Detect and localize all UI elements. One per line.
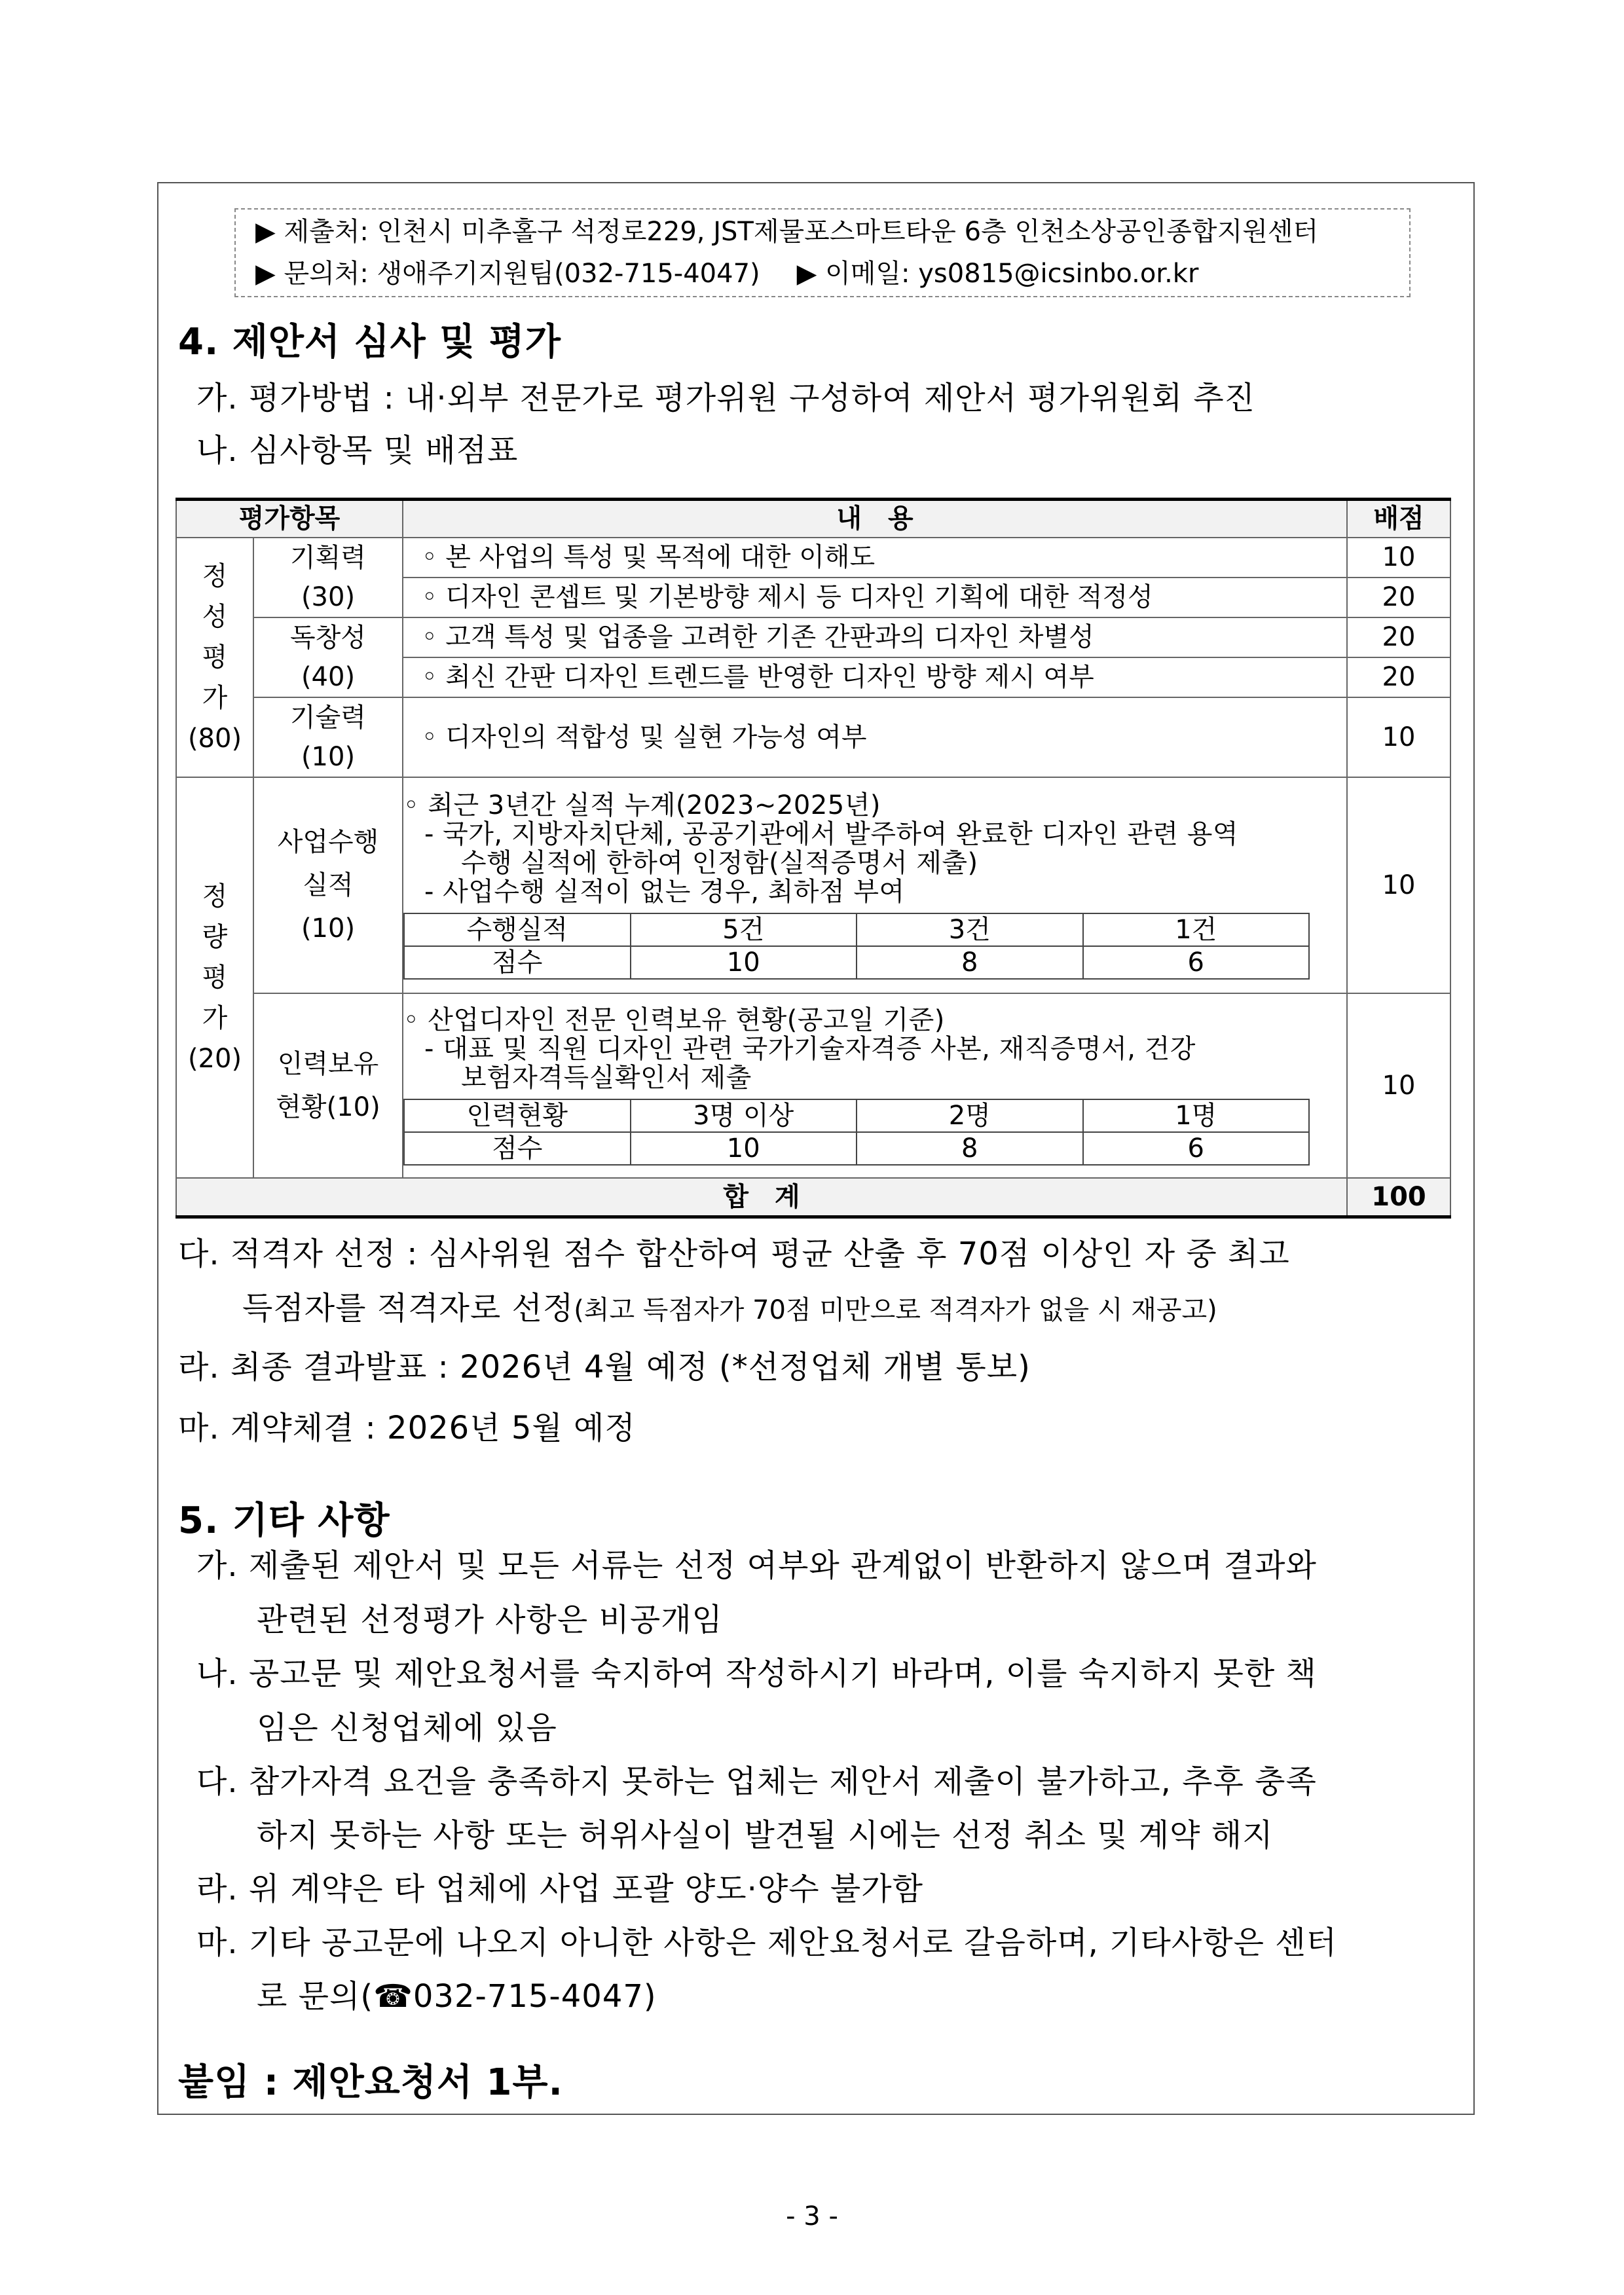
performance-label: 사업수행 실적 (10) bbox=[253, 777, 403, 993]
criterion-row: ◦ 디자인의 적합성 및 실현 가능성 여부 bbox=[403, 697, 1347, 777]
criterion-row: ◦ 디자인 콘셉트 및 기본방향 제시 등 디자인 기획에 대한 적정성 bbox=[403, 578, 1347, 617]
criterion-score: 10 bbox=[1347, 697, 1450, 777]
criterion-score: 20 bbox=[1347, 617, 1450, 657]
criterion-row: ◦ 고객 특성 및 업종을 고려한 기존 간판과의 디자인 차별성 bbox=[403, 617, 1347, 657]
misc-na-line1: 나. 공고문 및 제안요청서를 숙지하여 작성하시기 바라며, 이를 숙지하지 못한 책 bbox=[196, 1655, 1317, 1692]
misc-da-line2: 하지 못하는 사항 또는 허위사실이 발견될 시에는 선정 취소 및 계약 해지 bbox=[257, 1817, 1274, 1854]
misc-da-line1: 다. 참가자격 요건을 충족하지 못하는 업체는 제안서 제출이 불가하고, 추후 충족 bbox=[196, 1763, 1317, 1800]
criterion-score: 10 bbox=[1347, 538, 1450, 578]
performance-score: 10 bbox=[1347, 777, 1450, 993]
page-number: - 3 - bbox=[786, 2201, 838, 2231]
total-score: 100 bbox=[1347, 1178, 1450, 1217]
criterion-score: 20 bbox=[1347, 578, 1450, 617]
qualifier-selection-line1: 다. 적격자 선정 : 심사위원 점수 합산하여 평균 산출 후 70점 이상인 자 중 최고 bbox=[178, 1236, 1290, 1272]
performance-score-table: 수행실적 5건 3건 1건 점수 10 8 6 bbox=[403, 913, 1310, 980]
misc-ga-line1: 가. 제출된 제안서 및 모든 서류는 선정 여부와 관계없이 반환하지 않으며 결과와 bbox=[196, 1547, 1317, 1584]
misc-ma-line1: 마. 기타 공고문에 나오지 아니한 사항은 제안요청서로 갈음하며, 기타사항은 센터 bbox=[196, 1924, 1337, 1961]
criterion-row: ◦ 본 사업의 특성 및 목적에 대한 이해도 bbox=[403, 538, 1347, 578]
planning-label: 기획력 (30) bbox=[253, 538, 403, 617]
staff-detail: ◦ 산업디자인 전문 인력보유 현황(공고일 기준) - 대표 및 직원 디자인 관련 국가기술자격증 사본, 재직증명서, 건강 보험자격득실확인서 제출 인력현황 3명 이상 2명 1명 점수 10 8 6 bbox=[403, 993, 1347, 1178]
contact-box bbox=[234, 208, 1411, 297]
misc-ra: 라. 위 계약은 타 업체에 사업 포괄 양도·양수 불가함 bbox=[196, 1871, 923, 1907]
criterion-row: ◦ 최신 간판 디자인 트렌드를 반영한 디자인 방향 제시 여부 bbox=[403, 657, 1347, 697]
staff-score: 10 bbox=[1347, 993, 1450, 1178]
qualitative-group: 정 성 평 가 (80) bbox=[176, 538, 253, 777]
criterion-score: 20 bbox=[1347, 657, 1450, 697]
quantitative-group: 정 량 평 가 (20) bbox=[176, 777, 253, 1178]
technical-label: 기술력 (10) bbox=[253, 697, 403, 777]
eval-method: 가. 평가방법 : 내·외부 전문가로 평가위원 구성하여 제안서 평가위원회 추진 bbox=[196, 380, 1256, 416]
eval-items-heading: 나. 심사항목 및 배점표 bbox=[196, 432, 519, 469]
qualifier-selection-line2: 득점자를 적격자로 선정(최고 득점자가 70점 미만으로 적격자가 없을 시 재공고) bbox=[242, 1290, 1217, 1327]
contract-date: 마. 계약체결 : 2026년 5월 예정 bbox=[178, 1410, 636, 1446]
misc-ga-line2: 관련된 선정평가 사항은 비공개임 bbox=[257, 1602, 723, 1638]
performance-detail: ◦ 최근 3년간 실적 누계(2023~2025년) - 국가, 지방자치단체, 공공기관에서 발주하여 완료한 디자인 관련 용역 수행 실적에 한하여 인정함(실적증명서 제출) - 사업수행 실적이 없는 경우, 최하점 부여 수행실적 5건 3건 1건 점수 10 8 6 bbox=[403, 777, 1347, 993]
creativity-label: 독창성 (40) bbox=[253, 617, 403, 697]
total-label: 합 계 bbox=[176, 1178, 1347, 1217]
staff-label: 인력보유 현황(10) bbox=[253, 993, 403, 1178]
inquiry-email: ▶ 이메일: ys0815@icsinbo.or.kr bbox=[796, 259, 1199, 289]
header-score: 배점 bbox=[1347, 500, 1450, 538]
attachment-note: 붙임 : 제안요청서 1부. bbox=[178, 2061, 563, 2104]
section-4-title: 4. 제안서 심사 및 평가 bbox=[178, 321, 561, 363]
staff-score-table: 인력현황 3명 이상 2명 1명 점수 10 8 6 bbox=[403, 1099, 1310, 1166]
header-item: 평가항목 bbox=[176, 500, 403, 538]
submit-address: ▶ 제출처: 인천시 미추홀구 석정로229, JST제물포스마트타운 6층 인천소상공인종합지원센터 bbox=[255, 217, 1319, 247]
misc-na-line2: 임은 신청업체에 있음 bbox=[257, 1710, 557, 1746]
evaluation-table bbox=[175, 498, 1451, 1219]
inquiry-phone: ▶ 문의처: 생애주기지원팀(032-715-4047) bbox=[255, 259, 760, 289]
header-content: 내 용 bbox=[403, 500, 1347, 538]
section-5-title: 5. 기타 사항 bbox=[178, 1499, 390, 1542]
result-announcement: 라. 최종 결과발표 : 2026년 4월 예정 (*선정업체 개별 통보) bbox=[178, 1349, 1031, 1386]
misc-ma-line2: 로 문의(☎032-715-4047) bbox=[257, 1978, 657, 2015]
